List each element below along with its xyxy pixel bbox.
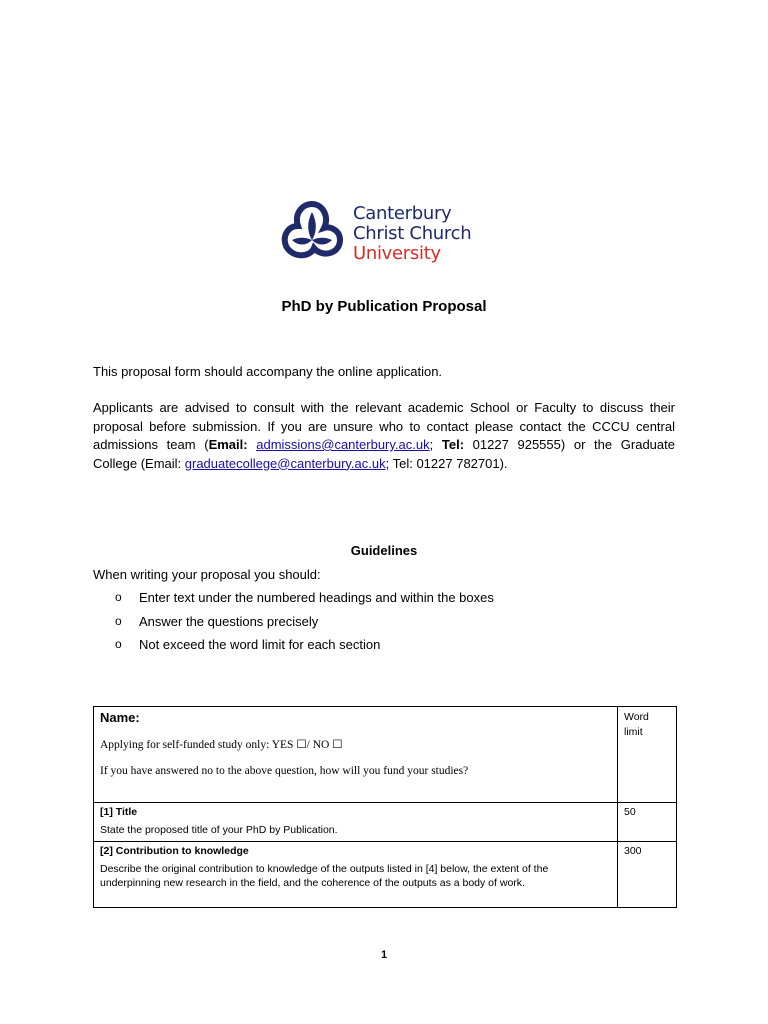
funding-question: If you have answered no to the above question, how will you fund your studies?: [100, 765, 469, 777]
guideline-item: [93, 637, 494, 661]
section-heading: [2] Contribution to knowledge: [100, 844, 249, 857]
section-description: Describe the original contribution to knowledge of the outputs listed in [4] below, the extent of the underpinning new research in the field, and the coherence of the outputs as a body of work.: [100, 862, 549, 889]
logo-text: [353, 204, 471, 264]
logo-line-canterbury: Canterbury: [353, 203, 452, 224]
guideline-item: [93, 614, 494, 638]
contact-text-end: ; Tel: 01227 782701).: [385, 455, 508, 471]
guidelines-intro: When writing your proposal you should:: [93, 567, 321, 582]
contact-text-part1: Applicants are advised to consult with the relevant academic School or Faculty to discuss their proposal before submission. If you are unsure who to contact please contact the CCCU central admissions team (: [93, 400, 675, 452]
name-cell[interactable]: [94, 707, 618, 803]
word-limit-cell: [618, 841, 677, 907]
word-limit-header: Word limit: [624, 711, 649, 738]
tel-label: Tel:: [441, 437, 465, 452]
tel-value: 01227 925555) or the Graduate College (Email:: [93, 437, 675, 471]
section-description: State the proposed title of your PhD by Publication.: [100, 824, 338, 836]
guidelines-heading: Guidelines: [350, 543, 418, 558]
contact-separator: ;: [429, 437, 442, 452]
word-limit-cell: [618, 803, 677, 842]
section-heading: [1] Title: [100, 806, 138, 818]
name-label: Name:: [100, 710, 140, 725]
word-limit-header-cell: [618, 707, 677, 803]
proposal-form-table: [93, 706, 677, 908]
email-label: Email:: [208, 437, 248, 452]
university-emblem-icon: [278, 200, 346, 262]
word-limit-value: 50: [624, 806, 636, 818]
logo-line-christ-church: Christ Church: [353, 223, 472, 244]
bullet-circle-icon: o: [115, 637, 122, 651]
intro-paragraph: This proposal form should accompany the online application.: [93, 364, 443, 379]
guideline-item: [93, 590, 494, 614]
contribution-section-cell[interactable]: [94, 841, 618, 907]
title-section-cell[interactable]: [94, 803, 618, 842]
contact-paragraph: [93, 399, 675, 473]
table-row: [94, 707, 677, 803]
guidelines-list: [93, 590, 494, 661]
bullet-circle-icon: o: [115, 613, 122, 628]
word-limit-value: 300: [624, 844, 642, 857]
table-row: [94, 841, 677, 907]
guideline-text: Not exceed the word limit for each section: [139, 637, 381, 652]
bullet-circle-icon: o: [115, 590, 122, 604]
self-funded-question: Applying for self-funded study only: YES ☐/ NO ☐: [100, 739, 343, 751]
logo-line-university: University: [353, 243, 441, 264]
page-title: PhD by Publication Proposal: [281, 298, 487, 315]
page-number: 1: [380, 949, 388, 961]
guideline-text: Answer the questions precisely: [139, 613, 319, 629]
table-row: [94, 803, 677, 842]
admissions-email-link[interactable]: admissions@canterbury.ac.uk: [256, 437, 430, 452]
guideline-text: Enter text under the numbered headings and within the boxes: [139, 590, 494, 605]
graduate-college-email-link[interactable]: graduatecollege@canterbury.ac.uk: [184, 455, 386, 471]
university-logo: [268, 192, 488, 272]
